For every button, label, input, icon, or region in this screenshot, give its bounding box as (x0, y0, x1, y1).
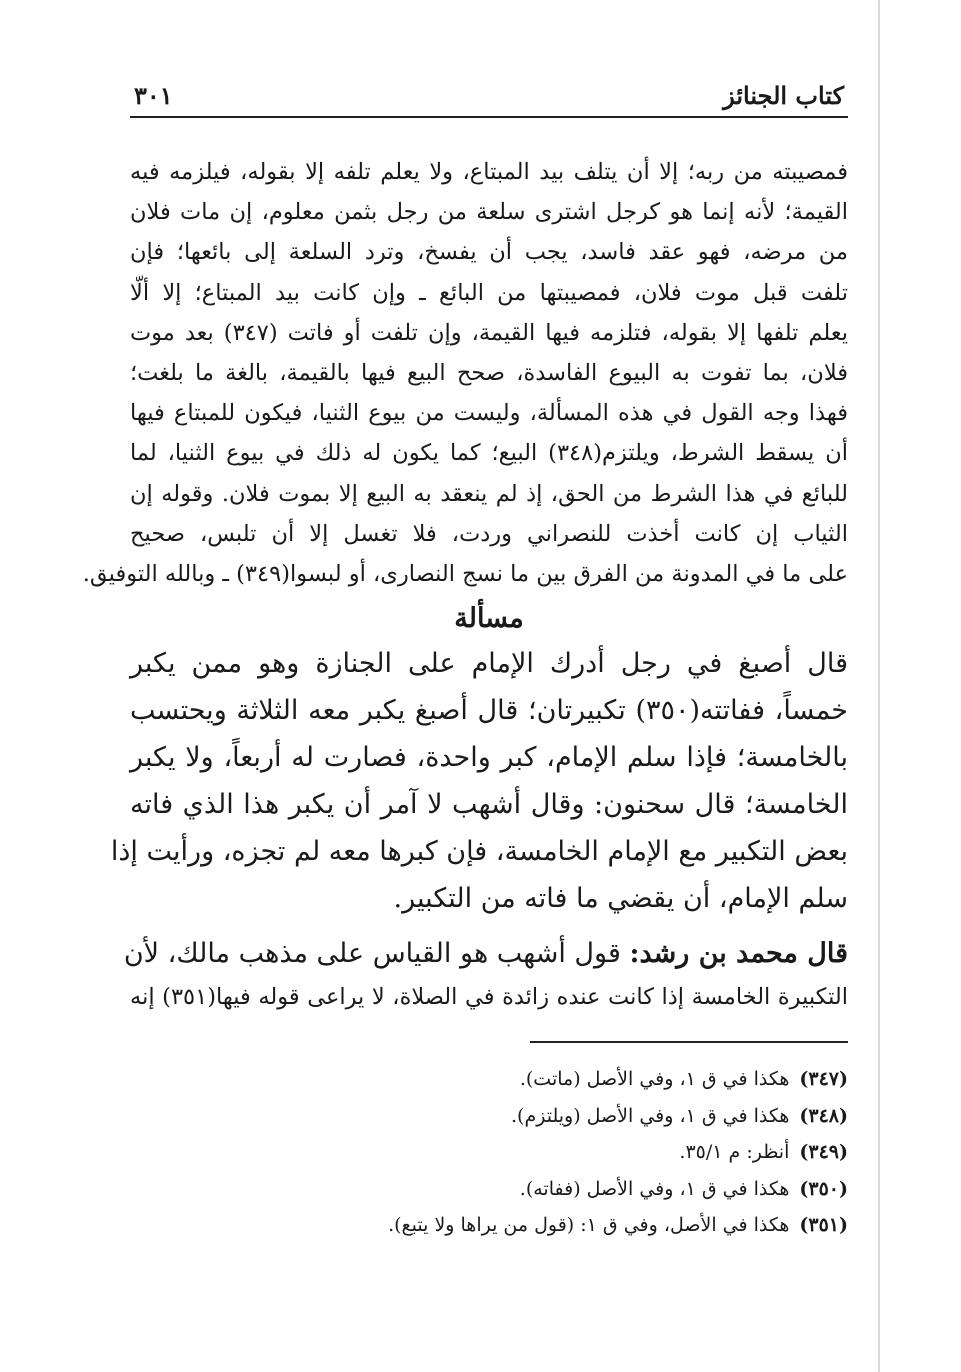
commentary-line: التكبيرة الخامسة إذا كانت عنده زائدة في الصلاة، لا يراعى قوله فيها(٣٥١) إنه (130, 984, 848, 1011)
footnote-number: (٣٤٨) (799, 1104, 848, 1127)
section-line: خمساً، ففاتته(٣٥٠) تكبيرتان؛ قال أصبغ يكبر معه الثلاثة ويحتسب (130, 695, 848, 727)
footnote (130, 1098, 848, 1135)
paragraph-gap (130, 922, 848, 930)
section-line: الخامسة؛ قال سحنون: وقال أشهب لا آمر أن يكبر هذا الذي فاته (130, 789, 848, 821)
book-title: كتاب الجنائز (723, 81, 844, 110)
text-line: أن يسقط الشرط، ويلتزم(٣٤٨) البيع؛ كما يكون له ذلك في بيوع الثنيا، لما (130, 440, 848, 467)
section-line: سلم الإمام، أن يقضي ما فاته من التكبير. (393, 883, 848, 915)
footnote (130, 1061, 848, 1098)
footnote-text: أنظر: م ٣٥/١. (679, 1141, 790, 1164)
text-line: تلفت قبل موت فلان، فمصيبتها من البائع ـ وإن كانت بيد المبتاع؛ إلا ألّا (130, 279, 848, 306)
commentary-lead: قال محمد بن رشد: (629, 938, 848, 970)
text-line: القيمة؛ لأنه إنما هو كرجل اشترى سلعة من رجل بثمن معلوم، إن مات فلان (130, 199, 848, 226)
text-line: فمصيبته من ربه؛ إلا أن يتلف بيد المبتاع، ولا يعلم تلفه إلا بقوله، فيلزمه فيه (130, 159, 848, 185)
commentary-line (123, 930, 848, 977)
footnote-number: (٣٤٩) (799, 1141, 848, 1164)
section-line: بعض التكبير مع الإمام الخامسة، فإن كبرها معه لم تجزه، ورأيت إذا (110, 836, 848, 868)
footnote-text: هكذا في ق ١، وفي الأصل (ويلتزم). (511, 1104, 790, 1127)
footnote-text: هكذا في ق ١، وفي الأصل (ماتت). (519, 1068, 790, 1091)
main-text (82, 152, 848, 594)
text-line: للبائع في هذا الشرط من الحق، إذ لم ينعقد به البيع إلا بموت فلان. وقوله إن (130, 480, 848, 507)
footnote-number: (٣٥٠) (799, 1177, 848, 1200)
header-rule (130, 116, 848, 118)
text-line: فهذا وجه القول في هذه المسألة، وليست من بيوع الثنيا، فيكون للمبتاع فيها (130, 400, 848, 427)
text-line: فلان، بما تفوت به البيوع الفاسدة، صحح البيع فيها بالقيمة، بالغة ما بلغت؛ (130, 359, 848, 386)
footnote-number: (٣٤٧) (799, 1068, 848, 1091)
footnote-text: هكذا في ق ١، وفي الأصل (ففاته). (519, 1177, 790, 1200)
section-line: قال أصبغ في رجل أدرك الإمام على الجنازة وهو ممن يكبر (130, 648, 848, 680)
section-heading: مسألة (454, 603, 524, 635)
footnote (130, 1207, 848, 1244)
running-head (130, 72, 848, 110)
footnotes (130, 1061, 848, 1244)
book-page (82, 72, 848, 1244)
footnote-text: هكذا في الأصل، وفي ق ١: (قول من يراها ولا يتبع). (388, 1214, 790, 1237)
binding-edge (878, 0, 880, 1372)
footnote (130, 1171, 848, 1208)
section-line: بالخامسة؛ فإذا سلم الإمام، كبر واحدة، فصارت له أربعاً، ولا يكبر (130, 742, 848, 774)
page-number: ٣٠١ (134, 81, 173, 110)
footnote-number: (٣٥١) (799, 1214, 848, 1237)
text-line: يعلم تلفها إلا بقوله، فتلزمه فيها القيمة، وإن تلفت أو فاتت (٣٤٧) بعد موت (130, 319, 848, 346)
footnote-rule (530, 1041, 848, 1043)
commentary-text: قول أشهب هو القياس على مذهب مالك، لأن (123, 938, 621, 970)
text-line: الثياب إن كانت أخذت للنصراني وردت، فلا تغسل إلا أن تلبس، صحيح (130, 520, 848, 547)
section-text (110, 640, 848, 1017)
text-line: على ما في المدونة من الفرق بين ما نسج النصارى، أو لبسوا(٣٤٩) ـ وبالله التوفيق. (82, 560, 848, 587)
text-line: من مرضه، فهو عقد فاسد، يجب أن يفسخ، وترد السلعة إلى بائعها؛ فإن (130, 239, 848, 266)
footnote (130, 1134, 848, 1171)
